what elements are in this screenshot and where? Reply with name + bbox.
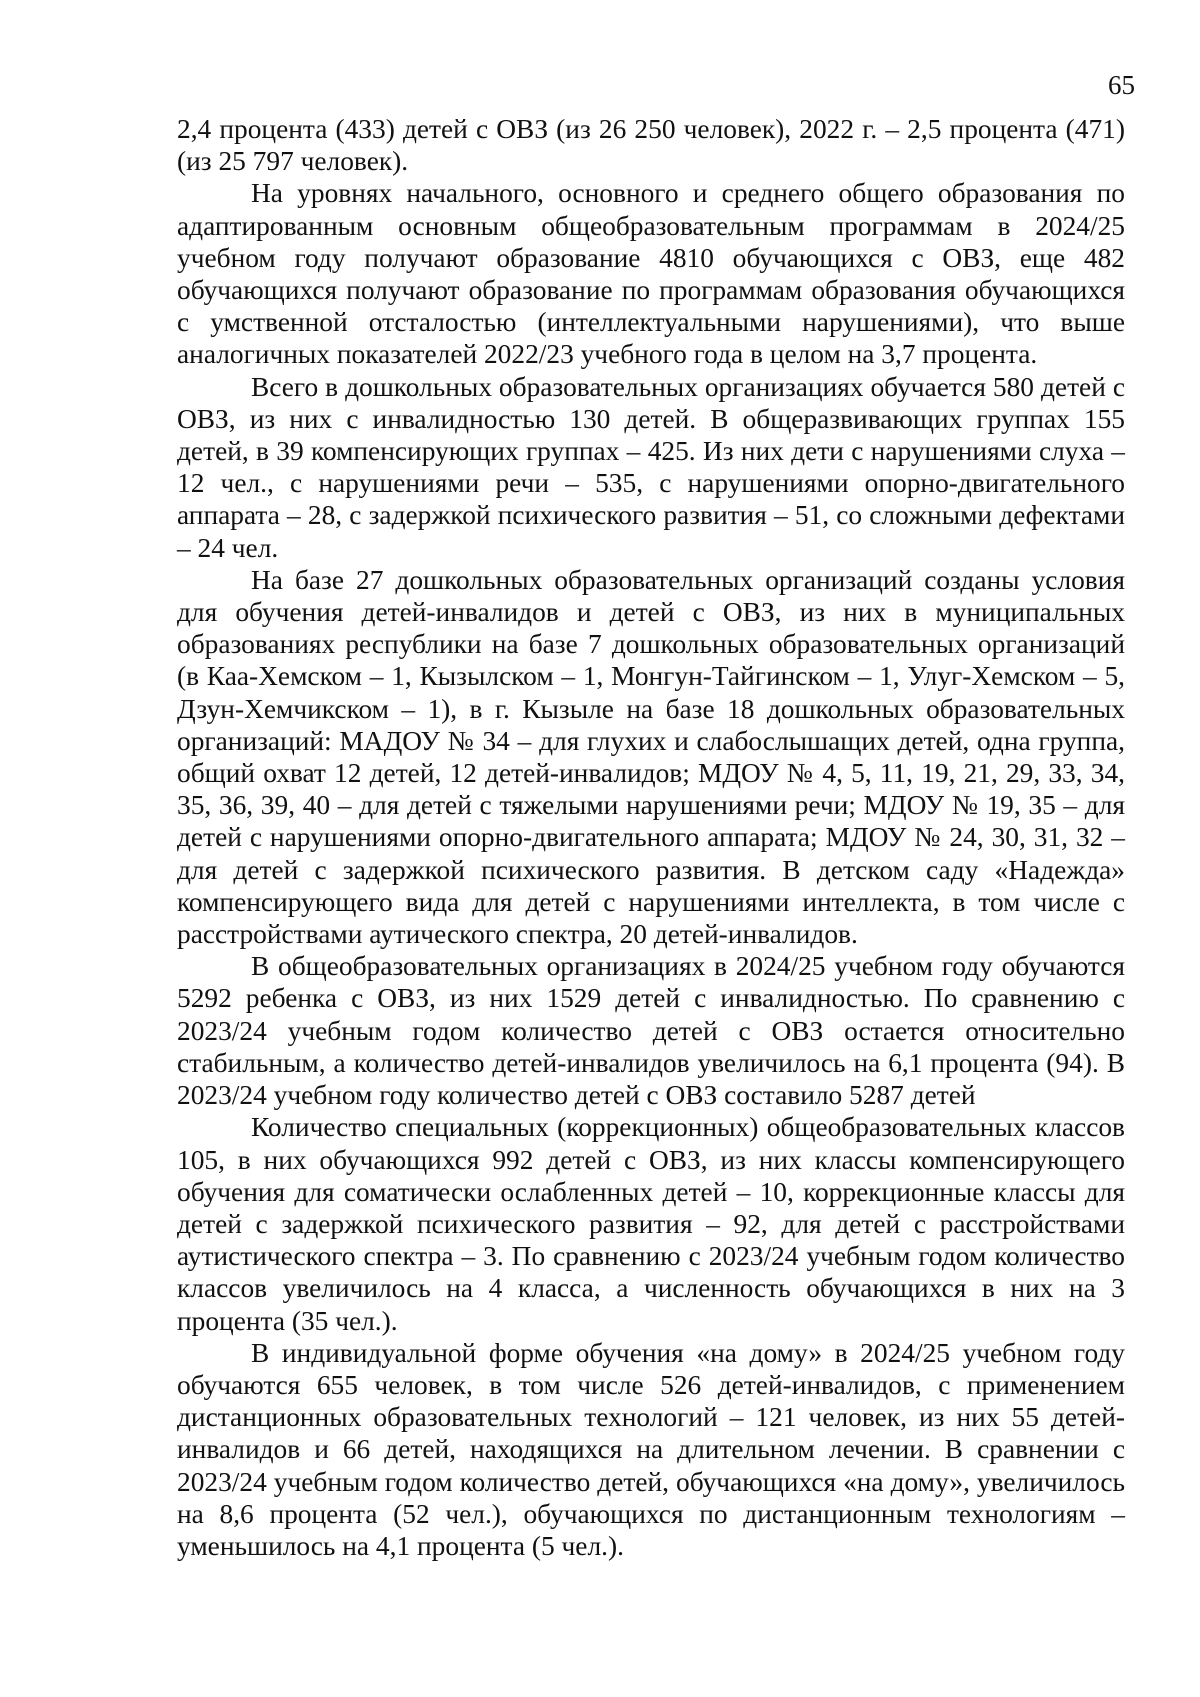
paragraph-3: Всего в дошкольных образовательных организациях обучается 580 детей с ОВЗ, из них с инвалидностью 130 детей. В общеразвивающих группах 155 детей, в 39 компенсирующих группах – 425. Из них дети с нарушениями слуха – 12 чел., с нарушениями речи – 535, с нарушениями опорно-двигательного аппарата – 28, с задержкой психического развития – 51, со сложными дефектами – 24 чел. (177, 371, 1125, 563)
paragraph-1: 2,4 процента (433) детей с ОВЗ (из 26 250 человек), 2022 г. – 2,5 процента (471) (из 25 797 человек). (177, 114, 1125, 177)
paragraph-7: В индивидуальной форме обучения «на дому» в 2024/25 учебном году обучаются 655 человек, в том числе 526 детей-инвалидов, с применением дистанционных образовательных технологий – 121 человек, из них 55 детей-инвалидов и 66 детей, находящихся на длительном лечении. В сравнении с 2023/24 учебным годом количество детей, обучающихся «на дому», увеличилось на 8,6 процента (52 чел.), обучающихся по дистанционным технологиям – уменьшилось на 4,1 процента (5 чел.). (177, 1337, 1125, 1561)
paragraph-2: На уровнях начального, основного и среднего общего образования по адаптированным основным общеобразовательным программам в 2024/25 учебном году получают образование 4810 обучающихся с ОВЗ, еще 482 обучающихся получают образование по программам образования обучающихся с умственной отсталостью (интеллектуальными нарушениями), что выше аналогичных показателей 2022/23 учебного года в целом на 3,7 процента. (177, 178, 1125, 370)
paragraph-4: На базе 27 дошкольных образовательных организаций созданы условия для обучения детей-инвалидов и детей с ОВЗ, из них в муниципальных образованиях республики на базе 7 дошкольных образовательных организаций (в Каа-Хемском – 1, Кызылском – 1, Монгун-Тайгинском – 1, Улуг-Хемском – 5, Дзун-Хемчикском – 1), в г. Кызыле на базе 18 дошкольных образовательных организаций: МАДОУ № 34 – для глухих и слабослышащих детей, одна группа, общий охват 12 детей, 12 детей-инвалидов; МДОУ № 4, 5, 11, 19, 21, 29, 33, 34, 35, 36, 39, 40 – для детей с тяжелыми нарушениями речи; МДОУ № 19, 35 – для детей с нарушениями опорно-двигательного аппарата; МДОУ № 24, 30, 31, 32 – для детей с задержкой психического развития. В детском саду «Надежда» компенсирующего вида для детей с нарушениями интеллекта, в том числе с расстройствами аутического спектра, 20 детей-инвалидов. (177, 564, 1125, 950)
paragraph-6: Количество специальных (коррекционных) общеобразовательных классов 105, в них обучающихся 992 детей с ОВЗ, из них классы компенсирующего обучения для соматически ослабленных детей – 10, коррекционные классы для детей с задержкой психического развития – 92, для детей с расстройствами аутистического спектра – 3. По сравнению с 2023/24 учебным годом количество классов увеличилось на 4 класса, а численность обучающихся в них на 3 процента (35 чел.). (177, 1112, 1125, 1336)
document-body (177, 113, 1125, 1562)
paragraph-5: В общеобразовательных организациях в 2024/25 учебном году обучаются 5292 ребенка с ОВЗ, из них 1529 детей с инвалидностью. По сравнению с 2023/24 учебным годом количество детей с ОВЗ остается относительно стабильным, а количество детей-инвалидов увеличилось на 6,1 процента (94). В 2023/24 учебном году количество детей с ОВЗ составило 5287 детей (177, 951, 1125, 1111)
page-number: 65 (1108, 70, 1135, 100)
